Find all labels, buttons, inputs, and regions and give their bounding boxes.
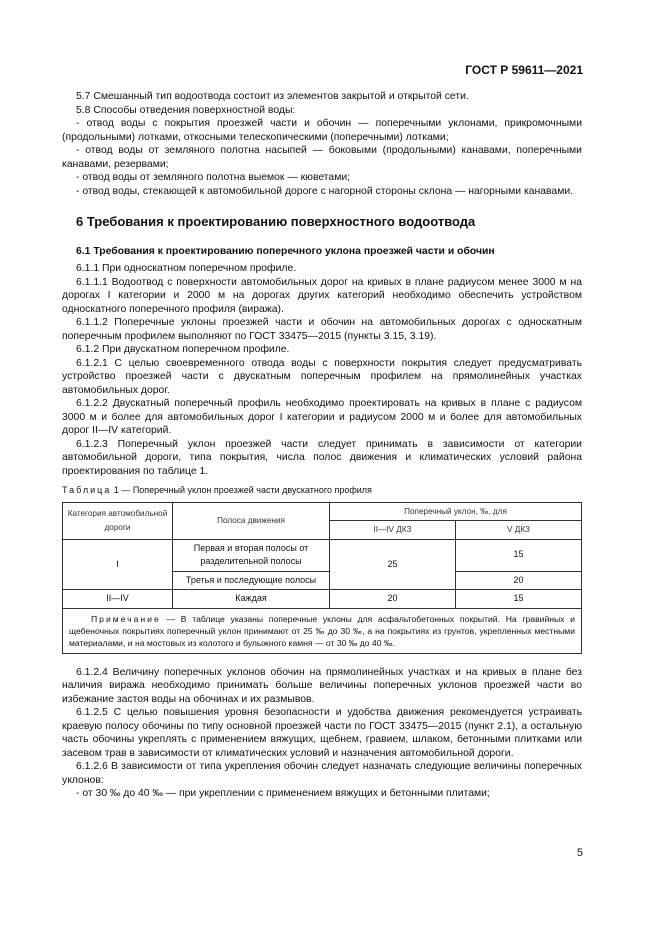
table-header-row bbox=[63, 502, 582, 521]
table-row bbox=[63, 539, 582, 571]
paragraph-5-8: 5.8 Способы отведения поверхностной воды: bbox=[76, 104, 296, 116]
cell-dk-5: 20 bbox=[456, 571, 582, 590]
cell-dk-2-4: 25 bbox=[330, 539, 456, 590]
header-slope: Поперечный уклон, ‰, для bbox=[330, 502, 582, 521]
table-row bbox=[63, 590, 582, 609]
list-item-3: - отвод воды от земляного полотна выемок — кюветами; bbox=[76, 172, 351, 183]
paragraph-6-1-2-6: 6.1.2.6 В зависимости от типа укрепления обочин следует назначать следующие величины поперечных уклонов: bbox=[62, 761, 582, 786]
paragraph-6-1-2-2: 6.1.2.2 Двускатный поперечный профиль необходимо проектировать на кривых в плане с радиусом 3000 м и более для автомобильных дорог I категории и радиусом 2000 м и более для автомобильных дорог II—IV категорий. bbox=[62, 398, 582, 436]
header-category: Категория автомобильной дороги bbox=[63, 502, 173, 539]
note-label: Примечание bbox=[91, 613, 161, 624]
paragraph-6-1-1-2: 6.1.1.2 Поперечные уклоны проезжей части и обочин на автомобильных дорогах с односкатным поперечным профилем выполняют по ГОСТ 33475—2015 (пункты 3.15, 3.19). bbox=[62, 317, 582, 342]
cell-dk-5: 15 bbox=[456, 590, 582, 609]
cell-lanes: Каждая bbox=[173, 590, 330, 609]
cell-lanes: Первая и вторая полосы от разделительной полосы bbox=[173, 539, 330, 571]
cell-dk-2-4: 20 bbox=[330, 590, 456, 609]
list-item-2: - отвод воды от земляного полотна насыпей — боковыми (продольными) канавами, поперечными канавами, резервами; bbox=[62, 145, 582, 170]
paragraph-5-7: 5.7 Смешанный тип водоотвода состоит из элементов закрытой и открытой сети. bbox=[76, 91, 469, 102]
header-dk-5: V ДКЗ bbox=[456, 521, 582, 540]
list-item-1: - отвод воды с покрытия проезжей части и обочин — поперечными уклонами, прикромочными (продольными) лотками, откосными телескопическими (поперечными) лотками; bbox=[62, 118, 582, 143]
page-content bbox=[62, 90, 582, 801]
table-note-row bbox=[63, 608, 582, 653]
table-note bbox=[63, 608, 582, 653]
page-number: 5 bbox=[576, 847, 583, 859]
document-code: ГОСТ Р 59611—2021 bbox=[465, 63, 583, 77]
paragraph-6-1-2-1: 6.1.2.1 С целью своевременного отвода воды с поверхности покрытия следует предусматривать устройство проезжей части с двускатным поперечным профилем на прямолинейных участках автомобильных дорог. bbox=[62, 357, 582, 396]
cell-lanes: Третья и последующие полосы bbox=[173, 571, 330, 590]
slope-table bbox=[62, 502, 582, 654]
section-6-heading: 6 Требования к проектированию поверхностного водоотвода bbox=[76, 214, 476, 229]
header-lanes: Полоса движения bbox=[173, 502, 330, 539]
paragraph-6-1-2: 6.1.2 При двускатном поперечном профиле. bbox=[76, 344, 290, 355]
paragraph-6-1-2-5: 6.1.2.5 С целью повышения уровня безопасности и удобства движения рекомендуется устраивать краевую полосу обочины по типу основной проезжей части по ГОСТ 33475—2015 (пункт 2.1), а остальную часть обочины укреплять с применением вяжущих, щебнем, гравием, шлаком, бетонными плитками или засевом трав в зависимости от климатических условий и назначения автомобильной дороги. bbox=[62, 707, 582, 759]
section-6-1-heading: 6.1 Требования к проектированию поперечного уклона проезжей части и обочин bbox=[76, 245, 495, 257]
table-caption bbox=[62, 484, 582, 498]
paragraph-6-1-1: 6.1.1 При односкатном поперечном профиле. bbox=[76, 263, 297, 274]
paragraph-6-1-2-4: 6.1.2.4 Величину поперечных уклонов обочин на прямолинейных участках и на кривых в плане без наличия виража необходимо принимать больше величины поперечных уклонов проезжей части во избежание застоя воды на обочинах и их размывов. bbox=[62, 666, 582, 705]
table-caption-label: Таблица bbox=[62, 485, 112, 495]
cell-category: I bbox=[63, 539, 173, 590]
cell-category: II—IV bbox=[63, 590, 173, 609]
table-caption-text: 1 — Поперечный уклон проезжей части двускатного профиля bbox=[113, 485, 372, 495]
list-item-4: - отвод воды, стекающей к автомобильной дороге с нагорной стороны склона — нагорными канавами. bbox=[76, 185, 574, 197]
header-dk-2-4: II—IV ДКЗ bbox=[330, 521, 456, 540]
paragraph-6-1-2-3: 6.1.2.3 Поперечный уклон проезжей части следует принимать в зависимости от категории автомобильной дороги, типа покрытия, числа полос движения и климатических условий района проектирования по таблице 1. bbox=[62, 438, 582, 477]
cell-dk-5: 15 bbox=[456, 539, 582, 571]
note-text: — В таблице указаны поперечные уклоны для асфальтобетонных покрытий. На гравийных и щебеночных покрытиях поперечный уклон принимают от 25 ‰ до 30 ‰, а на покрытиях из грунтов, укрепленных местными материалами, и на мостовых из колотого и булыжного камня — от 30 ‰ до 40 ‰. bbox=[69, 613, 575, 648]
list-item-5: - от 30 ‰ до 40 ‰ — при укреплении с применением вяжущих и бетонными плитами; bbox=[76, 788, 490, 799]
paragraph-6-1-1-1: 6.1.1.1 Водоотвод с поверхности автомобильных дорог на кривых в плане радиусом менее 3000 м на дорогах I категории и 2000 м на дорогах других категорий необходимо обеспечить устройством односкатного поперечного профиля (виража). bbox=[62, 276, 582, 315]
